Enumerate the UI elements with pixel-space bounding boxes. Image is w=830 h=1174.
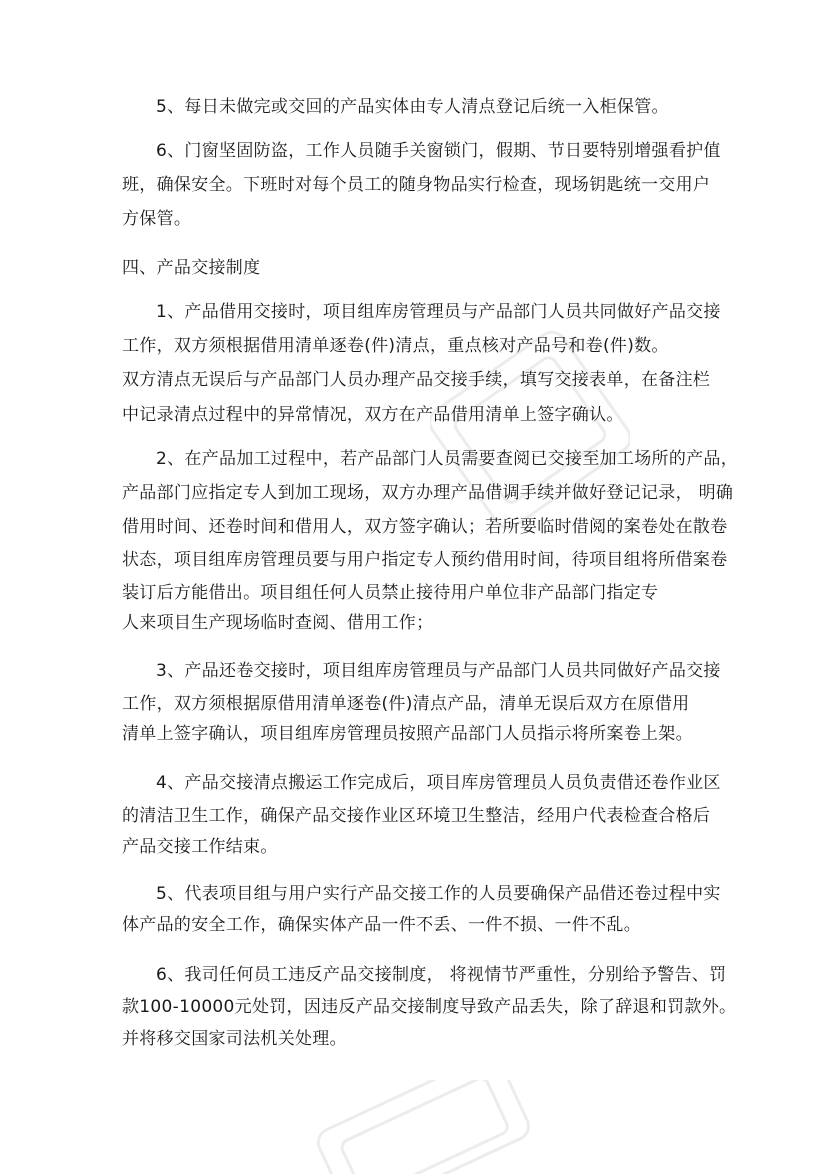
paragraph-line: 并将移交国家司法机关处理。 [122, 1029, 347, 1049]
paragraph-line: 的清洁卫生工作，确保产品交接作业区环境卫生整洁，经用户代表检查合格后 [122, 806, 711, 826]
paragraph-line: 5、每日未做完或交回的产品实体由专人清点登记后统一入柜保管。 [156, 97, 669, 117]
paragraph-line: 中记录清点过程中的异常情况，双方在产品借用清单上签字确认。 [122, 405, 624, 425]
paragraph-line: 3、产品还卷交接时，项目组库房管理员与产品部门人员共同做好产品交接 [156, 661, 721, 681]
paragraph-line: 双方清点无误后与产品部门人员办理产品交接手续，填写交接表单，在备注栏 [122, 370, 711, 390]
paragraph-line: 装订后方能借出。项目组任何人员禁止接待用户单位非产品部门指定专 [122, 583, 659, 603]
paragraph-line: 4、产品交接清点搬运工作完成后，项目库房管理员人员负责借还卷作业区 [156, 773, 721, 793]
watermark-icon [300, 1080, 540, 1174]
paragraph-line: 清单上签字确认，项目组库房管理员按照产品部门人员指示将所案卷上架。 [122, 724, 693, 744]
paragraph-line: 借用时间、还卷时间和借用人，双方签字确认；若所要临时借阅的案卷处在散卷 [122, 517, 728, 537]
paragraph-line: 工作，双方须根据借用清单逐卷(件)清点，重点核对产品号和卷(件)数。 [122, 336, 669, 356]
paragraph-line: 工作，双方须根据原借用清单逐卷(件)清点产品，清单无误后双方在原借用 [122, 694, 690, 714]
paragraph-line: 人来项目生产现场临时查阅、借用工作； [122, 613, 434, 633]
section-heading: 四、产品交接制度 [122, 258, 261, 278]
paragraph-line: 方保管。 [122, 209, 192, 229]
paragraph-line: 产品交接工作结束。 [122, 837, 278, 857]
paragraph-line: 6、门窗坚固防盗，工作人员随手关窗锁门，假期、节日要特别增强看护值 [156, 141, 721, 161]
paragraph-line: 2、在产品加工过程中，若产品部门人员需要查阅已交接至加工场所的产品， [156, 449, 739, 469]
paragraph-line: 6、我司任何员工违反产品交接制度， 将视情节严重性，分别给予警告、罚 [156, 965, 727, 985]
paragraph-line: 体产品的安全工作，确保实体产品一件不丢、一件不损、一件不乱。 [122, 915, 641, 935]
paragraph-line: 产品部门应指定专人到加工现场，双方办理产品借调手续并做好登记记录， 明确 [122, 483, 734, 503]
paragraph-line: 状态，项目组库房管理员要与用户指定专人预约借用时间，待项目组将所借案卷 [122, 550, 728, 570]
paragraph-line: 班，确保安全。下班时对每个员工的随身物品实行检查，现场钥匙统一交用户 [122, 175, 711, 195]
paragraph-line: 1、产品借用交接时，项目组库房管理员与产品部门人员共同做好产品交接 [156, 302, 721, 322]
paragraph-line: 款100-10000元处罚，因违反产品交接制度导致产品丢失，除了辞退和罚款外。 [122, 997, 737, 1017]
paragraph-line: 5、代表项目组与用户实行产品交接工作的人员要确保产品借还卷过程中实 [156, 884, 721, 904]
